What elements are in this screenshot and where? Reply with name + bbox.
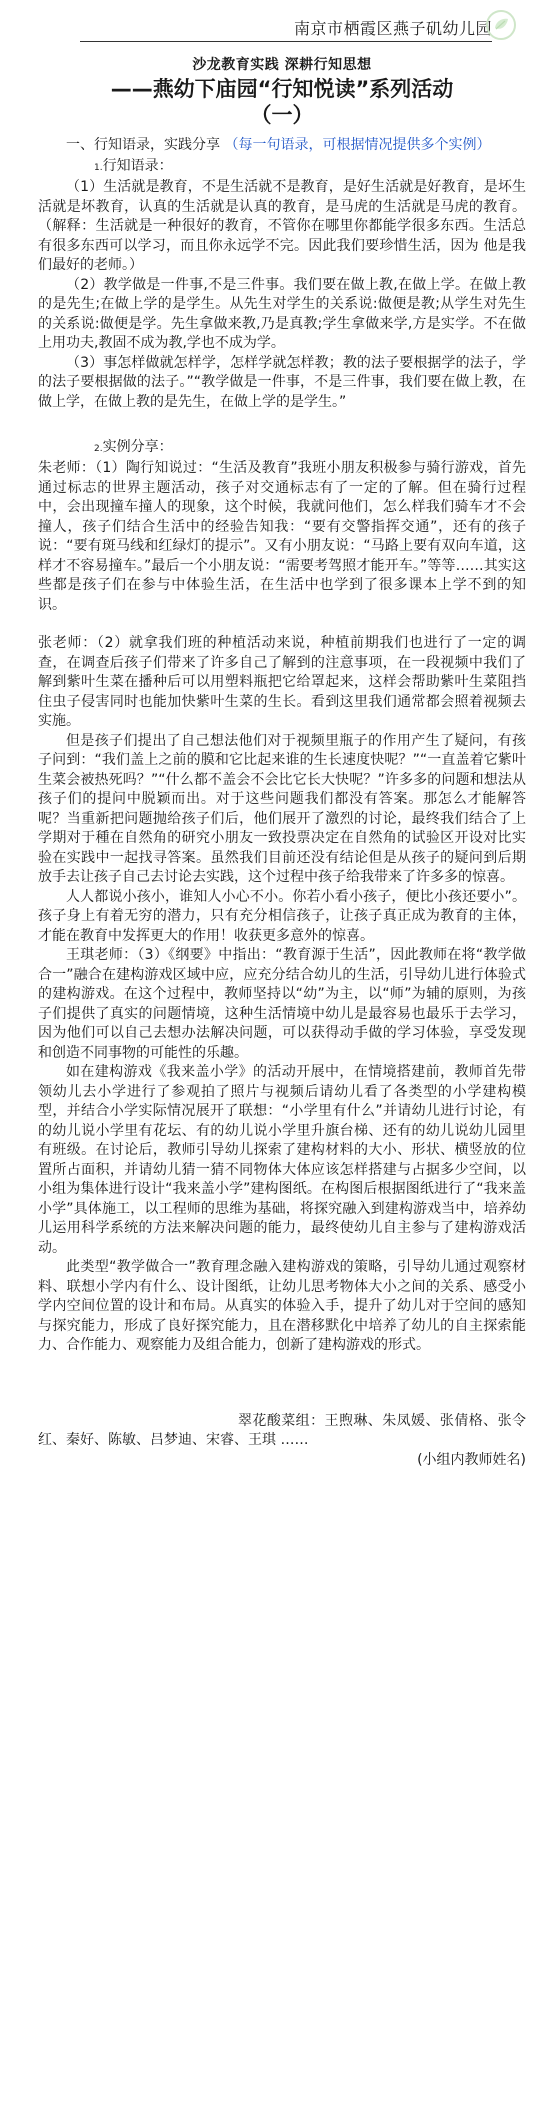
doc-title-part: （一） xyxy=(250,103,314,127)
share-paragraph: 此类型“教学做合一”教育理念融入建构游戏的策略，引导幼儿通过观察材料、联想小学内有什么、设计图纸，让幼儿思考物体大小之间的关系、感受小学内空间位置的设计和布局。从真实的体验入手，提升了幼儿对于空间的感知与探究能力，形成了良好探究能力，且在潜移默化中培养了幼儿的自主探索能力、合作能力、观察能力及组合能力，创新了建构游戏的形式。 xyxy=(38,1259,526,1353)
header-divider xyxy=(80,41,492,42)
page-header xyxy=(38,0,526,50)
section-1-heading xyxy=(38,136,526,155)
quote-paragraph: （1）生活就是教育，不是生活就不是教育，是好生活就是好教育，是坏生活就是坏教育，认真的生活就是认真的教育，是马虎的生活就是马虎的教育。（解释：生活就是一种很好的教育，不管你在哪里你都能学很多东西。生活总有很多东西可以学习，而且你永远学不完。因此我们要珍惜生活，因为 他是我们最好的老师。） xyxy=(38,179,526,273)
quotes-subheading-num: 1. xyxy=(94,163,103,173)
share-paragraph: 但是孩子们提出了自己想法他们对于视频里瓶子的作用产生了疑问，有孩子问到：“我们盖上之前的膜和它比起来谁的生长速度快呢？”“一直盖着它紫叶生菜会被热死吗？”“什么都不盖会不会比它长大快呢？”许多多的问题和想法从孩子们的提问中脱颖而出。对于这些问题我们都没有答案。那怎么才能解答呢？当重新把问题抛给孩子们后，他们展开了激烈的讨论，最终我们结合了上学期对于種在自然角的研究小朋友一致投票决定在自然角的试验区开设对比实验在实践中一起找寻答案。虽然我们目前还没有结论但是从孩子的疑问到后期放手去让孩子自己去讨论去实践，这个过程中孩子给我带来了许多多的惊喜。 xyxy=(38,732,526,885)
share-paragraph: 朱老师：（1）陶行知说过：“生活及教育”我班小朋友积极参与骑行游戏，首先通过标志的世界主题活动，孩子对交通标志有了一定的了解。但在骑行过程中，会出现撞车撞人的现象，这个时候，我就问他们，怎么样我们骑车才不会撞人，孩子们结合生活中的经验告知我：“要有交警指挥交通”，还有的孩子说：“要有斑马线和红绿灯的提示”。又有小朋友说：“马路上要有双向车道，这样才不容易撞车。”最后一个小朋友说：“需要考驾照才能开车。”等等……其实这些都是孩子们在参与中体验生活，在生活中也学到了很多课本上学不到的知识。 xyxy=(38,460,526,613)
school-name: 南京市栖霞区燕子矶幼儿园 xyxy=(293,19,492,38)
quote-paragraph: （2）教学做是一件事,不是三件事。我们要在做上教,在做上学。在做上教的是先生;在做上学的是学生。从先生对学生的关系说:做便是教;从学生对先生的关系说:做便是学。先生拿做来教,乃是真教;学生拿做来学,方是实学。不在做上用功夫,教固不成为教,学也不成为学。 xyxy=(38,276,526,351)
shares-subheading xyxy=(38,438,526,459)
section-1-heading-text: 一、行知语录，实践分享 xyxy=(66,137,220,153)
leaf-logo-icon xyxy=(484,8,518,42)
group-signature xyxy=(38,1412,526,1471)
quote-paragraph: （3）事怎样做就怎样学，怎样学就怎样教；教的法子要根据学的法子，学的法子要根据做的法子。”“教学做是一件事，不是三件事，我们要在做上教，在做上学，在做上教的是先生，在做上学的是学生。” xyxy=(38,354,526,410)
share-paragraph: 如在建构游戏《我来盖小学》的活动开展中，在情境搭建前，教师首先带领幼儿去小学进行了参观拍了照片与视频后请幼儿看了各类型的小学建构模型，并结合小学实际情况展开了联想：“小学里有什么”并请幼儿进行讨论，有的幼儿说小学里有花坛、有的幼儿说小学里升旗台梯、还有的幼儿说幼儿园里有班级。在讨论后，教师引导幼儿探索了建构材料的大小、形状、横竖放的位置所占面积，并请幼儿猜一猜不同物体大体应该怎样搭建与占据多少空间，以小组为集体进行设计“我来盖小学”建构图纸。在构图后根据图纸进行了“我来盖小学”具体施工，以工程师的思维为基础，将探究融入到建构游戏当中，培养幼儿运用科学系统的方法来解决问题的能力，最终使幼儿自主参与了建构游戏活动。 xyxy=(38,1064,526,1256)
quotes-subheading xyxy=(38,157,526,178)
group-members: 翠花酸菜组：王煦琳、朱凤媛、张倩格、张令红、秦好、陈敏、吕梦迪、宋睿、王琪 …… xyxy=(38,1412,526,1448)
doc-subtitle: 沙龙教育实践 深耕行知思想 xyxy=(192,57,372,73)
paragraph-gap xyxy=(38,615,526,634)
doc-title: ——燕幼下庙园“行知悦读”系列活动 xyxy=(110,77,454,101)
section-1-heading-note: （每一句语录，可根据情况提供多个实例） xyxy=(224,137,491,153)
shares-subheading-num: 2. xyxy=(94,444,103,454)
group-members-note: (小组内教师姓名) xyxy=(417,1451,526,1468)
shares-subheading-text: 实例分享： xyxy=(102,439,173,455)
quotes-subheading-text: 行知语录： xyxy=(102,158,173,174)
share-paragraph: 王琪老师：（3）《纲要》中指出：“教育源于生活”，因此教师在将“教学做合一”融合在建构游戏区域中应，应充分结合幼儿的生活，引导幼儿进行体验式的建构游戏。在这个过程中，教师坚持以“幼”为主，以“师”为辅的原则，为孩子们提供了真实的问题情境，这种生活情境中幼儿是最容易也最乐于去学习，因为他们可以自己去想办法解决问题，可以获得动手做的学习体验，享受发现和创造不同事物的可能性的乐趣。 xyxy=(38,947,526,1061)
share-paragraph: 张老师：（2）就拿我们班的种植活动来说，种植前期我们也进行了一定的调查，在调查后孩子们带来了许多自己了解到的注意事项，在一段视频中我们了解到紫叶生菜在播种后可以用塑料瓶把它给罩起来，这样会帮助紫叶生菜阻挡住虫子侵害同时也能加快紫叶生菜的生长。看到这里我们通常都会照着视频去实施。 xyxy=(38,635,526,729)
share-paragraph: 人人都说小孩小，谁知人小心不小。你若小看小孩子，便比小孩还要小”。孩子身上有着无穷的潜力，只有充分相信孩子，让孩子真正成为教育的主体，才能在教育中发挥更大的作用！收获更多意外的惊喜。 xyxy=(38,888,526,944)
